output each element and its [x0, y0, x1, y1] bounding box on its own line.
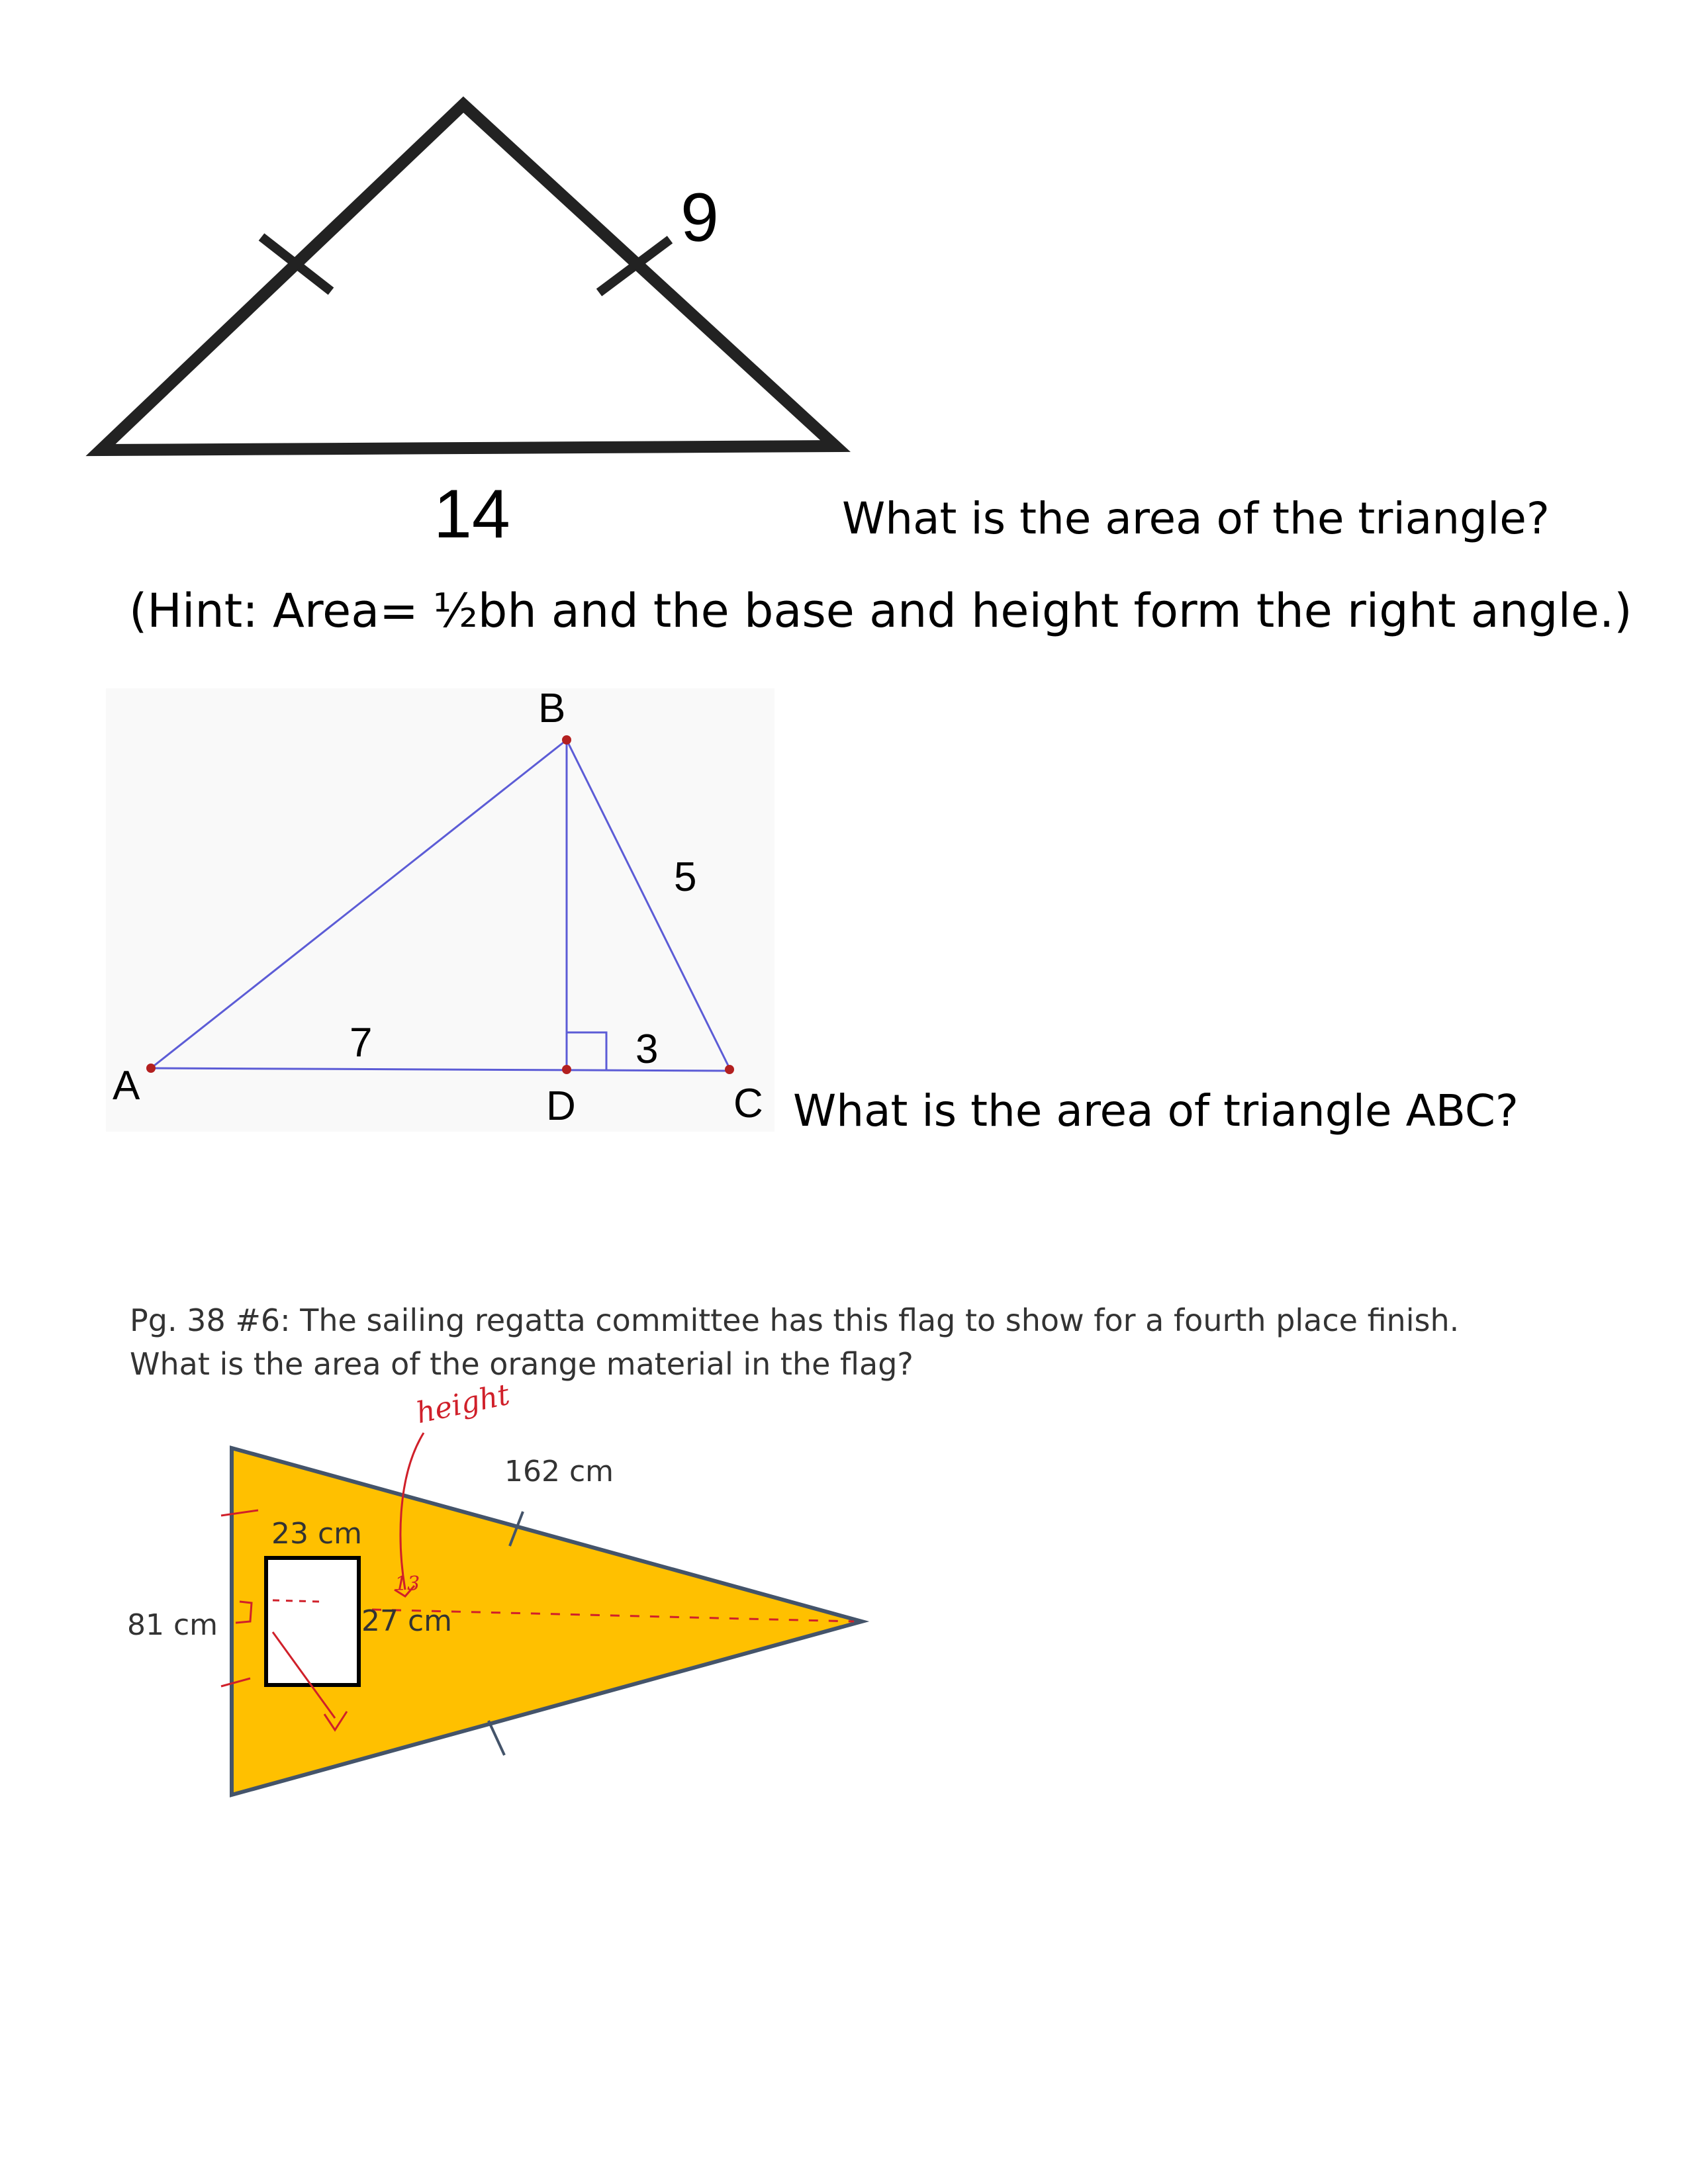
side-length-label: 9: [680, 179, 719, 256]
base-length-label: 14: [434, 476, 510, 553]
vertex-a-label: A: [113, 1063, 140, 1109]
flag-side-length: 162 cm: [504, 1455, 614, 1488]
question-triangle-abc-area: What is the area of triangle ABC?: [793, 1085, 1519, 1136]
segment-dc-length: 3: [635, 1026, 659, 1072]
problem-text-line-1: Pg. 38 #6: The sailing regatta committee has this flag to show for a fourth place finish.: [130, 1302, 1460, 1338]
question-triangle-area: What is the area of the triangle?: [842, 493, 1550, 544]
white-rectangle: [266, 1558, 359, 1685]
vertex-c-label: C: [733, 1081, 763, 1126]
vertex-b-label: B: [538, 686, 566, 731]
segment-ad-length: 7: [350, 1020, 373, 1066]
hint-text: (Hint: Area= ½bh and the base and height form the right angle.): [129, 584, 1632, 638]
vertex-d-label: D: [546, 1083, 576, 1129]
segment-bc-length: 5: [674, 854, 697, 900]
rect-height-length: 27 cm: [361, 1604, 453, 1638]
handwritten-mark-label: 13: [395, 1572, 420, 1596]
handwritten-height-label: height: [413, 1377, 513, 1431]
flag-height-length: 81 cm: [127, 1608, 218, 1642]
side-tick-bottom: [489, 1721, 504, 1755]
problem-text-line-2: What is the area of the orange material in the flag?: [130, 1346, 914, 1382]
rect-width-length: 23 cm: [271, 1517, 363, 1551]
